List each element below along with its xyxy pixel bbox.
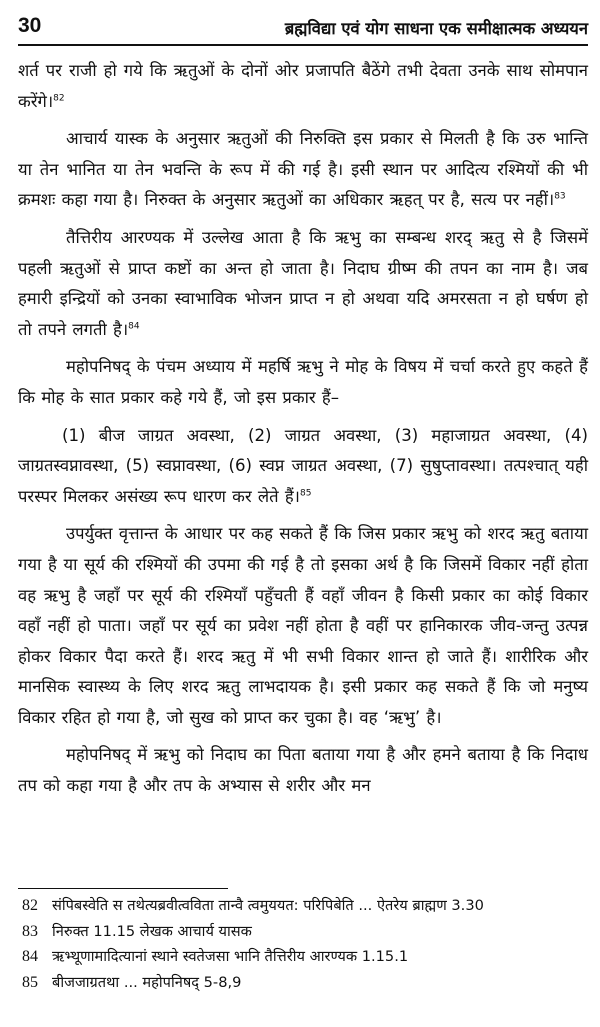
footnote-ref-84: 84 xyxy=(128,321,140,332)
running-title: ब्रह्मविद्या एवं योग साधना एक समीक्षात्मक अध्ययन xyxy=(284,19,588,38)
footnote-82: 82 संपिबस्वेति स तथेत्यब्रवीत्वविता तान्वै त्वमुययत: परिपिबेति ... ऐतरेय ब्राह्मण 3.30 xyxy=(22,897,484,914)
page-number: 30 xyxy=(18,14,42,37)
footnote-ref-82: 82 xyxy=(53,93,65,104)
body-text xyxy=(18,56,588,802)
paragraph-4: महोपनिषद् के पंचम अध्याय में महर्षि ऋभु ने मोह के विषय में चर्चा करते हुए कहते हैं कि मोह के सात प्रकार कहे गये हैं, जो इस प्रकार हैं– xyxy=(18,357,588,407)
page-header xyxy=(18,14,588,44)
paragraph-7: महोपनिषद् में ऋभु को निदाघ का पिता बताया गया है और हमने बताया है कि निदाध तप को कहा गया है और तप के अभ्यास से शरीर और मन xyxy=(18,745,588,796)
paragraph-6: उपर्युक्त वृत्तान्त के आधार पर कह सकते हैं कि जिस प्रकार ऋभु को शरद ऋतु बताया गया है या सूर्य की रश्मियों की उपमा की गई है तो इसका अर्थ है कि जिसमें विकार नहीं होता वह ऋभु है जहाँ पर सूर्य की रश्मियाँ पहुँचती हैं वहाँ जीवन है किसी प्रकार का कोई विकार वहाँ नहीं हो पाता। जहाँ पर सूर्य का प्रवेश नहीं होता है वहीं पर हानिकारक जीव-जन्तु उत्पन्न होकर विकार पैदा करते हैं। शरद ऋतु में भी सभी विकार शान्त हो जाते हैं। शारीरिक और मानसिक स्वास्थ्य के लिए शरद ऋतु लाभदायक है। इसी प्रकार कह सकते हैं कि जो मनुष्य विकार रहित हो गया है, जो सुख को प्राप्त कर चुका है। वह ‘ऋभु’ है। xyxy=(18,524,588,727)
footnotes xyxy=(22,893,588,995)
paragraph-1: शर्त पर राजी हो गये कि ऋतुओं के दोनों ओर प्रजापति बैठेंगे तभी देवता उनके साथ सोमपान करेंगे।$^{82}$ xyxy=(18,61,588,111)
paragraph-3: तैत्तिरीय आरण्यक में उल्लेख आता है कि ऋभु का सम्बन्ध शरद् ऋतु से है जिसमें पहली ऋतुओं से प्राप्त कष्टों का अन्त हो जाता है। निदाघ ग्रीष्म की तपन का नाम है। जब हमारी इन्द्रियों को उनका स्वाभाविक भोजन प्राप्त न हो अथवा यदि अमरसता न हो घर्षण हो तो तपने लगती है।$^{84}$ xyxy=(18,227,588,339)
paragraph-2: आचार्य यास्क के अनुसार ऋतुओं की निरुक्ति इस प्रकार से मिलती है कि उरु भान्ति या तेन भानित या तेन भवन्ति के रूप में की गई है। इसी स्थान पर आदित्य रश्मियों की भी क्रमशः कहा गया है। निरुक्त के अनुसार ऋतुओं का अधिकार ऋहत् पर है, सत्य पर नहीं।$^{83}$ xyxy=(18,129,588,210)
paragraph-5: (1) बीज जाग्रत अवस्था, (2) जाग्रत अवस्था, (3) महाजाग्रत अवस्था, (4) जाग्रतस्वप्नावस्था, (5) स्वप्नावस्था, (6) स्वप्न जाग्रत अवस्था, (7) सुषुप्तावस्था। तत्पश्चात् यही परस्पर मिलकर असंख्य रूप धारण कर लेते हैं।$^{85}$ xyxy=(18,425,588,506)
footnote-83: 83 निरुक्त 11.15 लेखक आचार्य यासक xyxy=(22,922,252,940)
footnote-ref-83: 83 xyxy=(554,191,566,202)
footnote-ref-85: 85 xyxy=(299,488,312,499)
footnote-84: 84 ऋभ्थूणामादित्यानां स्थाने स्वतेजसा भानि तैत्तिरीय आरण्यक 1.15.1 xyxy=(22,948,409,965)
footnote-85: 85 बीजजाग्रतथा ... महोपनिषद् 5-8,9 xyxy=(22,973,242,991)
header-rule xyxy=(18,44,588,46)
footnote-rule xyxy=(18,888,228,889)
